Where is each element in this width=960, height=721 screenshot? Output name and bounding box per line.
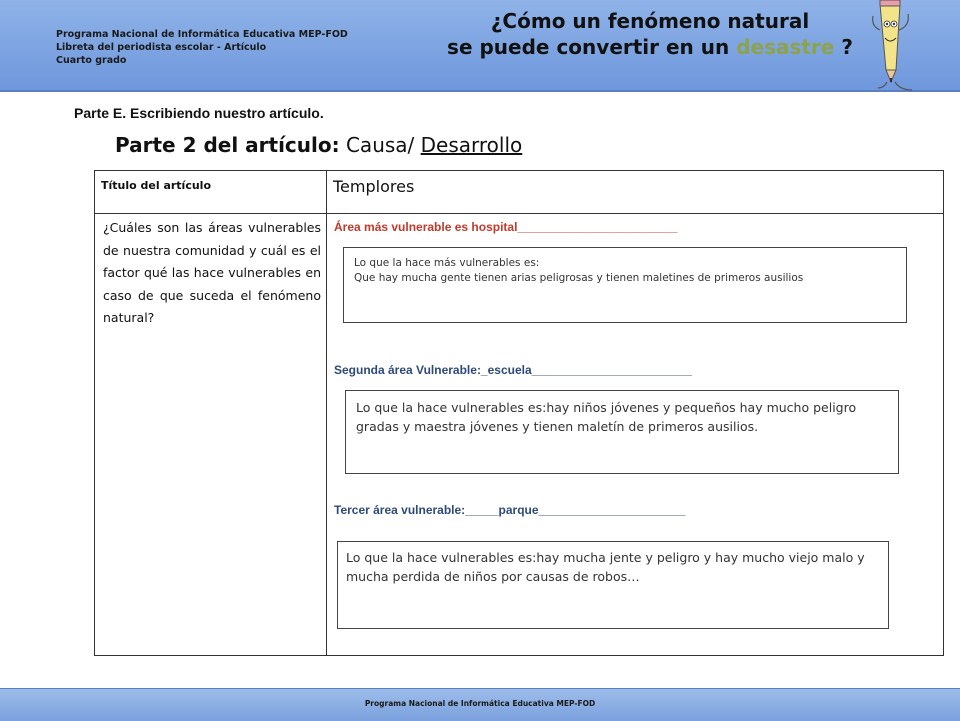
pencil-character-icon (866, 0, 926, 92)
title-line-2-end: ? (834, 35, 853, 59)
header-banner (0, 0, 960, 92)
area-3-box-text: Lo que la hace vulnerables es:hay mucha jente y peligro y hay mucho viejo malo y mucha perdida de niños por causas de robos… (346, 550, 865, 584)
title-line-2-text: se puede convertir en un (447, 35, 737, 59)
table-row-divider (95, 213, 943, 214)
title-line-2 (430, 34, 870, 60)
area-3-label: Tercer área vulnerable:_____parque______________________ (334, 503, 686, 517)
table-column-divider (326, 171, 327, 655)
area-2-label: Segunda área Vulnerable:_escuela________________________ (334, 363, 692, 377)
title-label: Título del artículo (101, 179, 212, 192)
title-line-1: ¿Cómo un fenómeno natural (490, 9, 810, 33)
section-heading: Parte E. Escribiendo nuestro artículo. (74, 105, 324, 121)
part-2-bold: Parte 2 del artículo: (115, 133, 340, 157)
area-3-box[interactable] (337, 541, 889, 629)
area-1-box[interactable] (343, 247, 907, 323)
program-line: Programa Nacional de Informática Educativa MEP-FOD (56, 29, 348, 40)
area-1-box-line-2: Que hay mucha gente tienen arias peligrosas y tienen maletines de primeros ausilios (354, 272, 804, 284)
grade-line: Cuarto grado (56, 55, 127, 66)
article-table (94, 170, 944, 656)
area-1-label: Área más vulnerable es hospital________________________ (334, 220, 678, 234)
part-2-heading (115, 133, 522, 157)
area-1-box-line-1: Lo que la hace más vulnerables es: (354, 257, 540, 269)
footer-banner (0, 688, 960, 721)
question-text: ¿Cuáles son las áreas vulnerables de nuestra comunidad y cuál es el factor qué las hace vulnerables en caso de que suceda el fenómeno natural? (103, 220, 321, 325)
title-accent-word: desastre (736, 35, 835, 59)
title-value[interactable]: Templores (333, 177, 415, 196)
notebook-line: Libreta del periodista escolar - Artículo (56, 42, 267, 53)
area-2-box[interactable] (345, 390, 899, 474)
program-info (56, 28, 348, 67)
area-2-box-text: Lo que la hace vulnerables es:hay niños jóvenes y pequeños hay mucho peligro gradas y maestra jóvenes y tienen maletín de primeros ausilios. (356, 400, 857, 434)
part-2-normal: Causa/ (339, 133, 421, 157)
page-title (430, 8, 870, 60)
part-2-underlined: Desarrollo (420, 133, 523, 157)
footer-text: Programa Nacional de Informática Educativa MEP-FOD (364, 699, 596, 708)
